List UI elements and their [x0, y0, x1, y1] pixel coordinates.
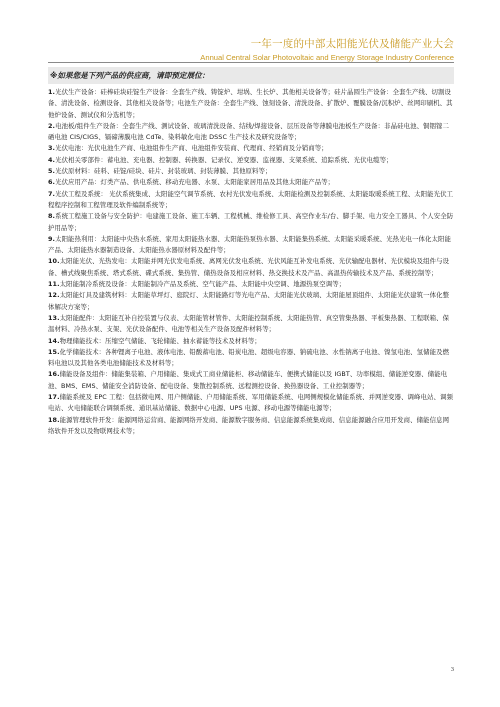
item-text: 太阳能灯具及建筑材料：太阳能草坪灯、庭院灯、太阳能路灯等光电产品、太阳能光伏玻璃、太阳能屋顶组件、太阳能光伏建筑一体化整体解决方案等；: [48, 291, 450, 311]
header-divider: [48, 62, 454, 63]
item-text: 物理储能技术：压缩空气储能、飞轮储能、抽水蓄能等技术及材料等；: [59, 336, 261, 345]
item-text: 储能设备及组件：储能集装箱、户用储能、集成式工商业储能柜、移动储能车、便携式储能以及 IGBT、功率模组、储能逆变器、储能电池、BMS、EMS、储能安全消防设备、配电设备、集散控制系统、远程测控设备、换热器设备、工业控制器等；: [48, 370, 448, 390]
item-number: 12.: [48, 291, 60, 300]
item-number: 2.: [48, 121, 56, 130]
item-number: 6.: [48, 178, 56, 187]
item-text: 化学储能技术：各种锂离子电池、液体电池、铅酸蓄电池、铅炭电池、超级电容器、钠硫电池、水性钠离子电池、镍氢电池、氢储能及燃料电池以及其他各类电池储能技术及材料等；: [48, 347, 450, 368]
item-number: 18.: [48, 415, 60, 424]
item-text: 光伏电池：光伏电池生产商、电池组件生产商、电池组件安装商、代理商、经销商及分销商等；: [55, 144, 328, 153]
conference-title-en: Annual Central Solar Photovoltaic and Energy Storage Industry Conference: [200, 53, 454, 62]
list-item: [48, 177, 454, 188]
list-item: [48, 392, 454, 415]
item-text: 光伏原材料：硅料、硅锭/硅块、硅片、封装玻璃、封装薄膜、其他原料等；: [55, 167, 272, 176]
list-item: [48, 313, 454, 336]
list-item: [48, 166, 454, 177]
item-text: 系统工程施工设备与安全防护：电建施工设备、施工车辆、工程机械、维检修工具、高空作业车/台、脚手架、电力安全工器具、个人安全防护用品等；: [48, 212, 454, 232]
supplier-notice: ※如果您是下列产品的供应商，请即预定展位：: [48, 67, 454, 84]
item-text: 光伏相关零部件：蓄电池、充电器、控制器、转换器、记录仪、逆变器、监视器、支架系统、追踪系统、光伏电缆等；: [55, 155, 393, 164]
list-item: [48, 155, 454, 166]
item-text: 太阳能热利用：太阳能中央热水系统、家用太阳能热水器、太阳能热泵热水器、太阳能集热系统、太阳能采暖系统、光热光电一体化太阳能产品、太阳能热水器制造设备、太阳能热水器原材料及配件等；: [48, 234, 452, 255]
item-number: 15.: [48, 347, 60, 356]
item-number: 8.: [48, 212, 56, 221]
item-text: 太阳能光伏、光热发电：太阳能并网光伏发电系统、离网光伏发电系统、光伏风能互补发电系统、光伏输配电器材、光伏模块及组件与设备、槽式线聚焦系统、塔式系统、碟式系统、集热管、储热设备及相应材料、热交换技术及产品、高温热传输技术及产品、系统控制等；: [48, 257, 450, 277]
item-number: 7.: [48, 189, 56, 198]
item-number: 17.: [48, 393, 60, 402]
list-item: [48, 279, 454, 290]
item-number: 13.: [48, 313, 60, 322]
item-number: 3.: [48, 144, 56, 153]
item-number: 16.: [48, 370, 60, 379]
list-item: [48, 256, 454, 279]
page-header: [200, 36, 454, 62]
list-item: [48, 121, 454, 144]
item-number: 14.: [48, 336, 60, 345]
list-item: [48, 211, 454, 234]
item-text: 光伏工程及系统： 光伏系统集成、太阳能空气调节系统、农村光伏发电系统、太阳能检测及控制系统、太阳能取暖系统工程、太阳能光伏工程程序控制和工程管理及软件编制系统等；: [48, 189, 454, 209]
page-number: 3: [450, 666, 454, 673]
item-number: 10.: [48, 257, 60, 266]
item-text: 光伏应用产品：灯类产品、供电系统、移动充电器、水泵、太阳能家居用品及其他太阳能产品等；: [55, 178, 335, 187]
item-text: 储能系统及 EPC 工程：包括微电网、用户侧储能、户用储能系统、军用储能系统、电网侧规模化储能系统、并网逆变器、调峰电站、调频电站、火电储能联合调频系统、通讯基站储能、数据中心电源、UPS 电源、移动电源等储能电源等；: [48, 393, 453, 413]
item-text: 太阳能制冷系统及设备：太阳能制冷产品及系统、空气能产品、太阳能中央空调、地源热泵空调等；: [59, 280, 346, 289]
exhibitor-categories: [48, 67, 454, 437]
item-number: 11.: [48, 280, 60, 289]
list-item: [48, 189, 454, 212]
list-item: [48, 87, 454, 121]
list-item: [48, 290, 454, 313]
item-text: 太阳能配件：太阳能互补自控装置与仪表、太阳能管材管件、太阳能控制系统、太阳能热管、真空管集热器、平板集热器、工程联箱、保温材料、冷热水泵、支架、光伏设备配件、电池等相关生产设备及配件材料等；: [48, 313, 450, 334]
list-item: [48, 369, 454, 392]
conference-title-cn: 一年一度的中部太阳能光伏及储能产业大会: [250, 38, 454, 50]
list-item: [48, 143, 454, 154]
list-item: [48, 347, 454, 370]
list-item: [48, 234, 454, 257]
item-text: 光伏生产设备：硅棒硅块硅锭生产设备：全套生产线、铸锭炉、坩埚、生长炉、其他相关设备等；硅片晶圆生产设备：全套生产线、切割设备、清洗设备、检测设备、其他相关设备等；电池生产设备：全套生产线、蚀刻设备、清洗设备、扩散炉、覆膜设备/沉积炉、丝网印刷机、其他炉设备、测试仪和分选机等；: [48, 88, 453, 119]
item-number: 5.: [48, 167, 56, 176]
item-text: 能源管理软件开发：能源网络运营商、能源网络开发商、能源数字服务商、信息能源系统集成商、信息能源融合应用开发商、储能信息网络软件开发以及物联网技术等；: [48, 415, 450, 435]
item-number: 1.: [48, 88, 56, 96]
list-item: [48, 415, 454, 438]
category-list: [48, 87, 454, 437]
list-item: [48, 336, 454, 347]
item-number: 4.: [48, 155, 56, 164]
item-number: 9.: [48, 234, 56, 243]
item-text: 电池板/组件生产设备：全套生产线、测试设备、玻璃清洗设备、结线/焊接设备、层压设备等薄膜电池板生产设备：非晶硅电池、铜铟镓二硒电池 CIS/CIGS、镉碲薄膜电池 CdTe、染料敏化电池 DSSC 生产技术及研究设备等；: [48, 121, 450, 142]
